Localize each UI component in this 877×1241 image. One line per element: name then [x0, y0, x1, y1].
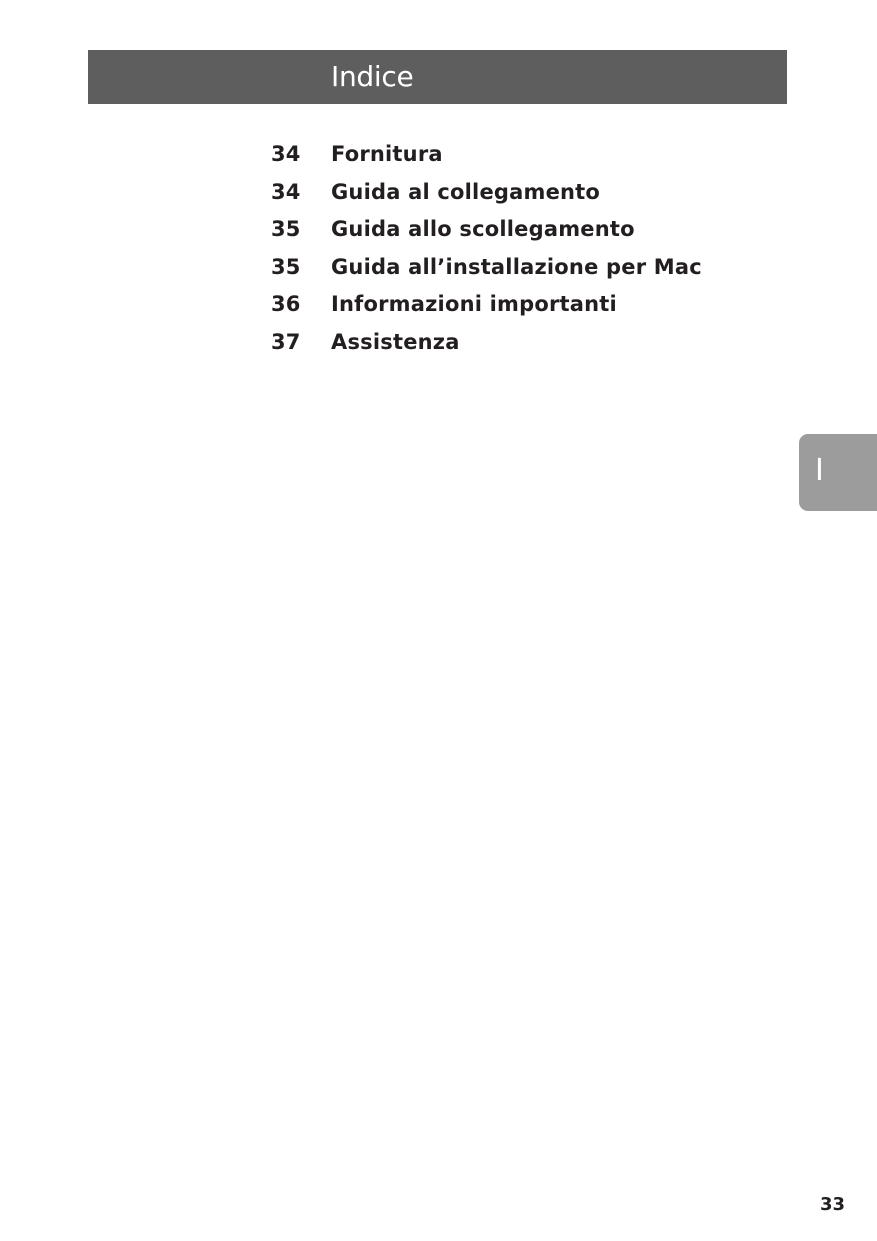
language-tab	[799, 434, 877, 511]
toc-entry-label: Guida al collegamento	[331, 179, 601, 204]
toc-entry-assistenza[interactable]	[271, 330, 702, 368]
toc-page-number: 35	[271, 217, 301, 241]
language-tab-label: I	[815, 453, 824, 488]
toc-page-number: 34	[271, 179, 301, 204]
toc-entry-guida-installazione-mac[interactable]	[271, 255, 702, 293]
toc-entry-guida-scollegamento[interactable]	[271, 217, 702, 255]
table-of-contents	[271, 142, 702, 367]
toc-page-number: 37	[271, 329, 301, 354]
page-number: 33	[820, 1194, 846, 1215]
toc-entry-label: Guida allo scollegamento	[331, 217, 635, 241]
toc-page-number: 34	[271, 142, 301, 166]
toc-entry-label: Assistenza	[331, 329, 460, 354]
toc-page-number: 35	[271, 254, 301, 279]
page-title: Indice	[331, 60, 414, 93]
toc-entry-guida-collegamento[interactable]	[271, 180, 702, 218]
toc-entry-label: Guida all’installazione per Mac	[331, 254, 702, 279]
toc-entry-label: Fornitura	[331, 142, 443, 166]
header-bar	[88, 50, 787, 104]
toc-entry-informazioni-importanti[interactable]	[271, 292, 702, 330]
toc-entry-label: Informazioni importanti	[331, 292, 617, 316]
toc-page-number: 36	[271, 292, 301, 316]
toc-entry-fornitura[interactable]	[271, 142, 702, 180]
